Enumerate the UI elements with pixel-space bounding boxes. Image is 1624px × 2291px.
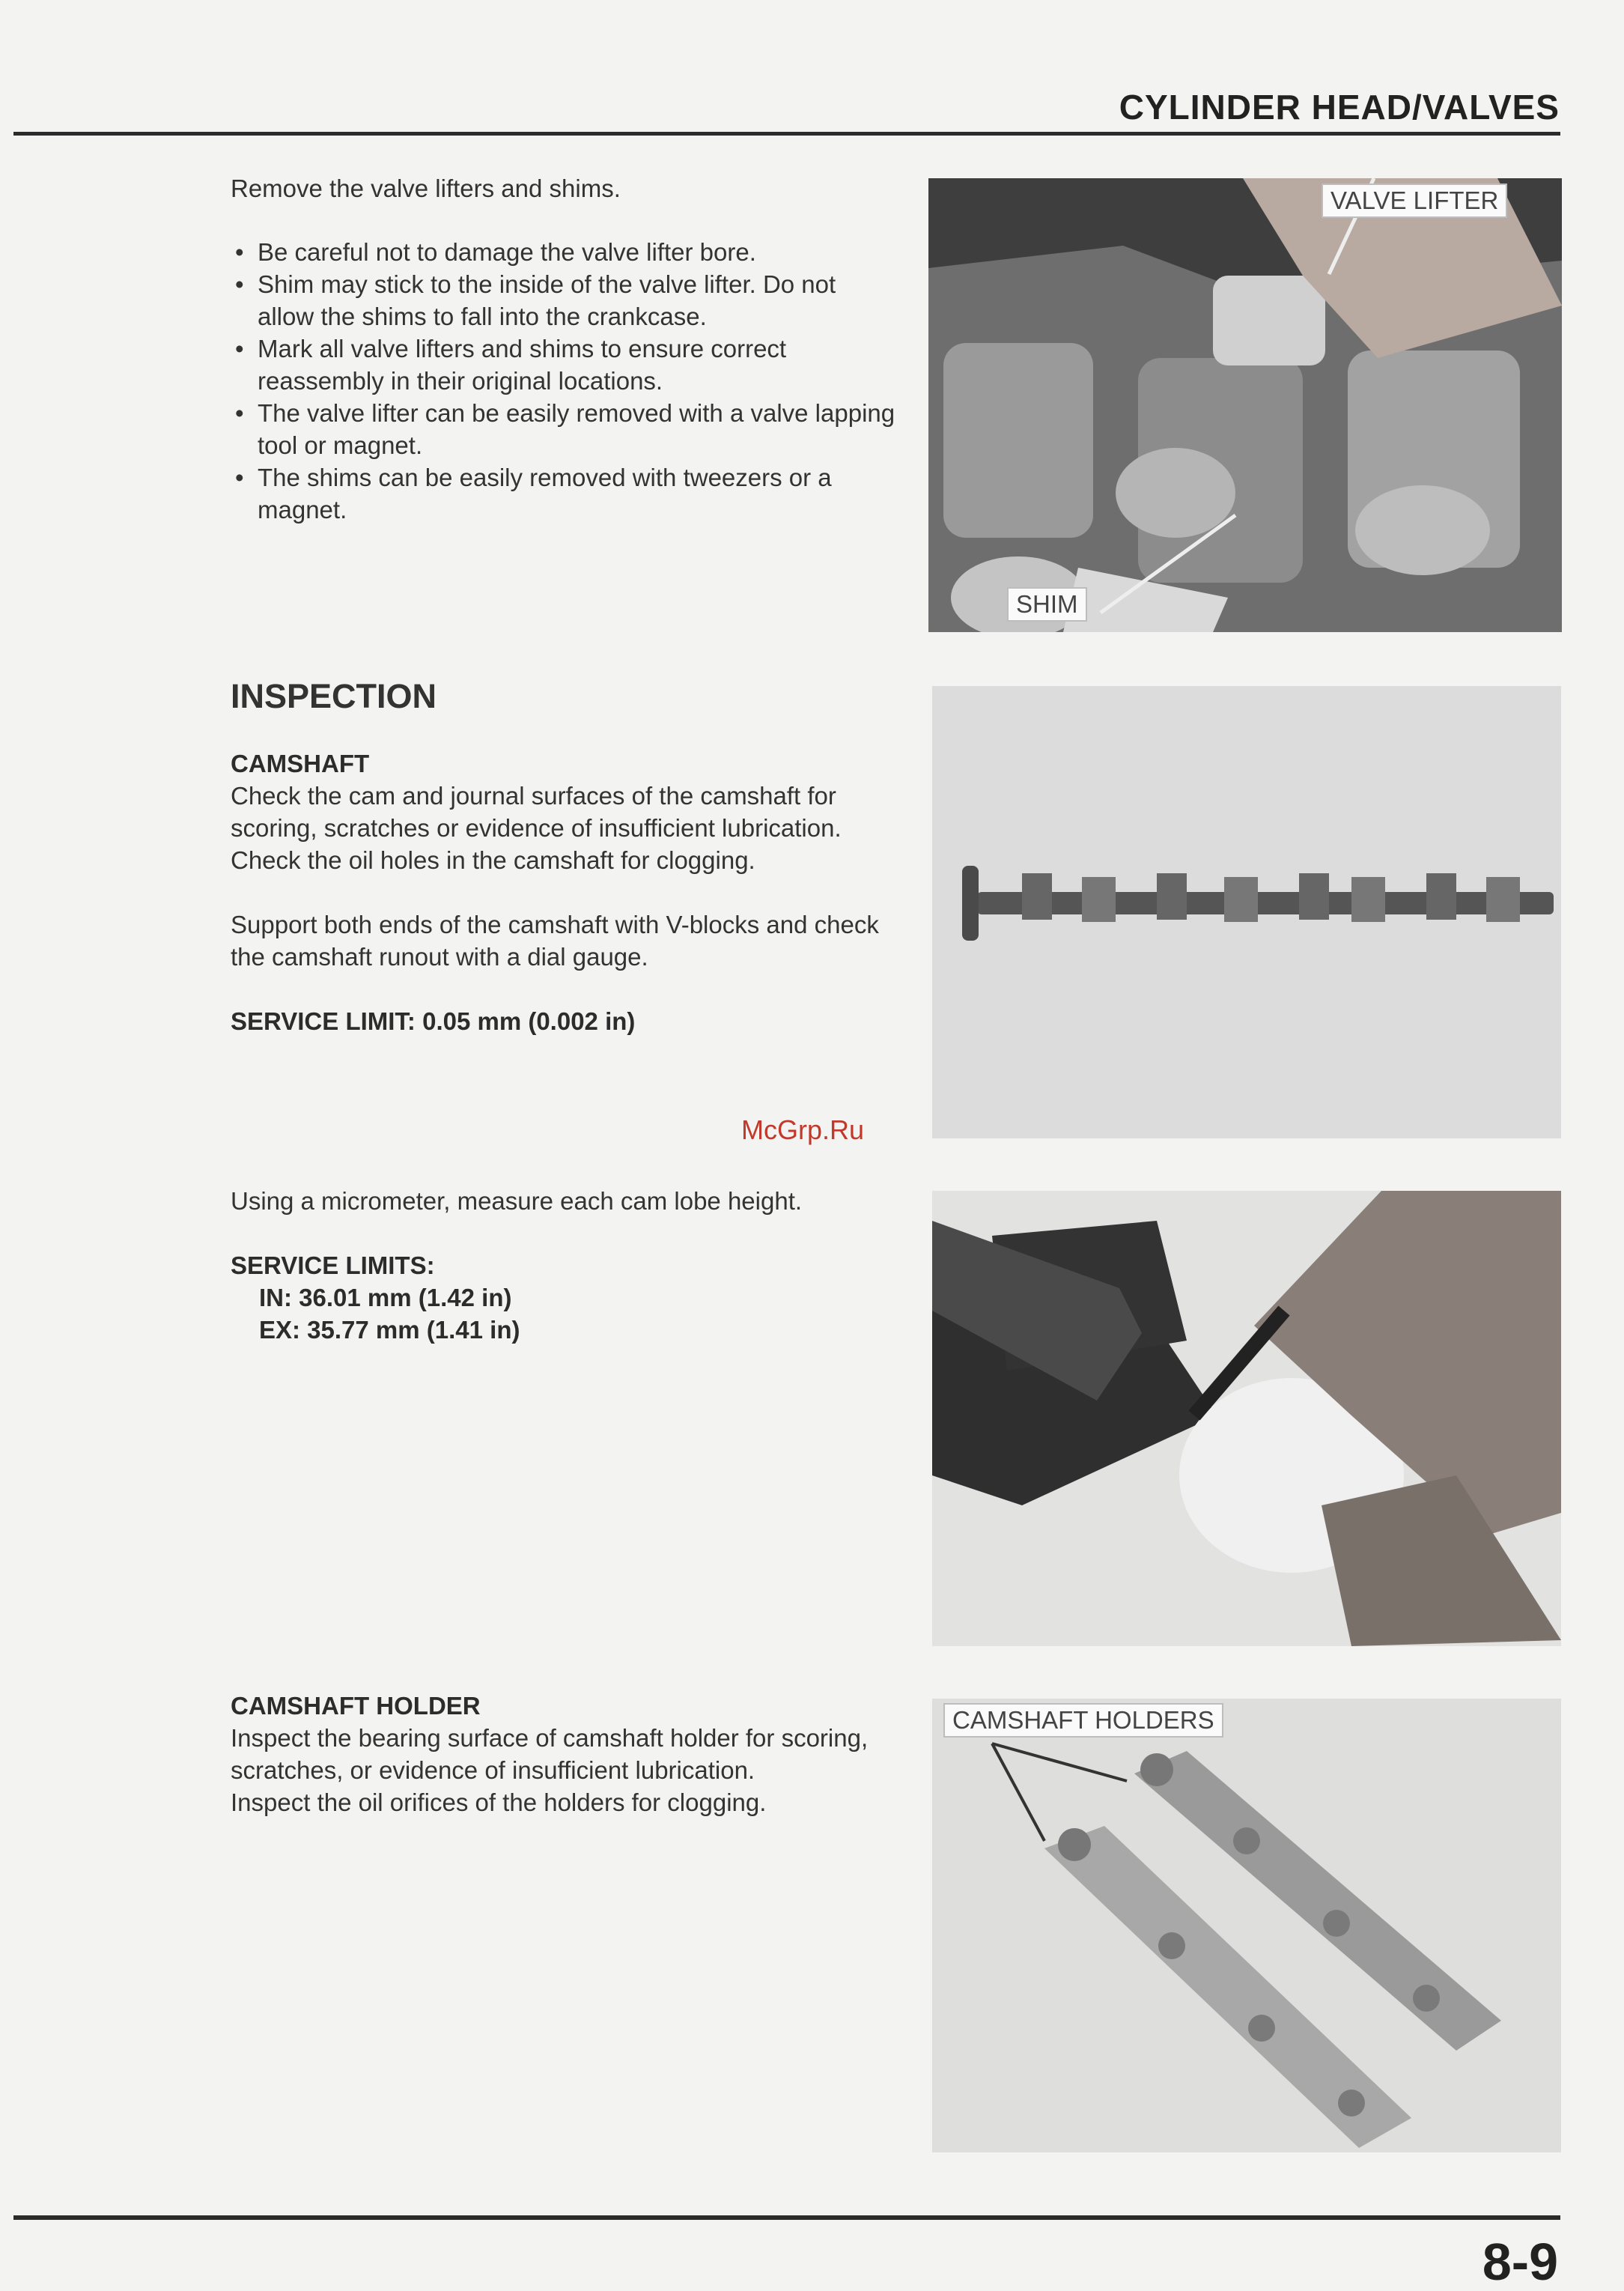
- remove-lifters-section: [231, 172, 895, 526]
- caution-item: • Shim may stick to the inside of the valve lifter. Do not allow the shims to fall into the crankcase.: [231, 268, 895, 333]
- caution-item: • The shims can be easily removed with tweezers or a magnet.: [231, 461, 895, 526]
- camshaft-paragraph: Check the cam and journal surfaces of the camshaft for scoring, scratches or evidence of insufficient lubrication.: [231, 782, 842, 842]
- camshaft-illustration: [932, 686, 1561, 1138]
- lobe-limits-heading: SERVICE LIMITS:: [231, 1251, 435, 1279]
- camshaft-holder-section: [231, 1690, 895, 1818]
- camshaft-paragraph: Check the oil holes in the camshaft for clogging.: [231, 846, 755, 874]
- cam-lobe-instruction: Using a micrometer, measure each cam lobe height.: [231, 1187, 803, 1215]
- camshaft-holder-paragraph: Inspect the oil orifices of the holders for clogging.: [231, 1788, 767, 1816]
- camshaft-holders-illustration: [932, 1699, 1561, 2152]
- valve-lifter-illustration: [928, 178, 1562, 632]
- micrometer-photo: [932, 1191, 1561, 1646]
- camshaft-holder-paragraph: Inspect the bearing surface of camshaft holder for scoring, scratches, or evidence of insufficient lubrication.: [231, 1724, 869, 1784]
- caution-list: [231, 236, 895, 526]
- cam-lobe-section: [231, 1185, 895, 1346]
- intake-lobe-limit: IN: 36.01 mm (1.42 in): [259, 1284, 512, 1311]
- camshaft-holders-photo: [932, 1699, 1561, 2152]
- valve-lifter-photo: [928, 178, 1562, 632]
- header-rule: [13, 132, 1560, 136]
- runout-service-limit: SERVICE LIMIT: 0.05 mm (0.002 in): [231, 1007, 636, 1035]
- camshaft-photo: [932, 686, 1561, 1138]
- caution-item: • Mark all valve lifters and shims to ensure correct reassembly in their original locations.: [231, 333, 895, 397]
- page-number: 8-9: [1482, 2233, 1558, 2291]
- valve-lifter-label: VALVE LIFTER: [1322, 183, 1507, 218]
- watermark: McGrp.Ru: [741, 1114, 865, 1145]
- exhaust-lobe-limit: EX: 35.77 mm (1.41 in): [259, 1316, 520, 1344]
- camshaft-holder-heading: CAMSHAFT HOLDER: [231, 1692, 481, 1720]
- remove-lifters-intro: Remove the valve lifters and shims.: [231, 175, 621, 202]
- caution-item: • Be careful not to damage the valve lifter bore.: [231, 236, 895, 268]
- micrometer-illustration: [932, 1191, 1561, 1646]
- camshaft-section: [231, 747, 895, 1037]
- page-header-title: CYLINDER HEAD/VALVES: [1119, 88, 1560, 127]
- inspection-heading: INSPECTION: [231, 677, 437, 715]
- camshaft-heading: CAMSHAFT: [231, 750, 370, 777]
- caution-item: • The valve lifter can be easily removed with a valve lapping tool or magnet.: [231, 397, 895, 461]
- camshaft-holders-label: CAMSHAFT HOLDERS: [943, 1703, 1223, 1738]
- footer-rule: [13, 2215, 1560, 2220]
- shim-label: SHIM: [1007, 587, 1087, 622]
- camshaft-paragraph: Support both ends of the camshaft with V-blocks and check the camshaft runout with a dial gauge.: [231, 911, 879, 971]
